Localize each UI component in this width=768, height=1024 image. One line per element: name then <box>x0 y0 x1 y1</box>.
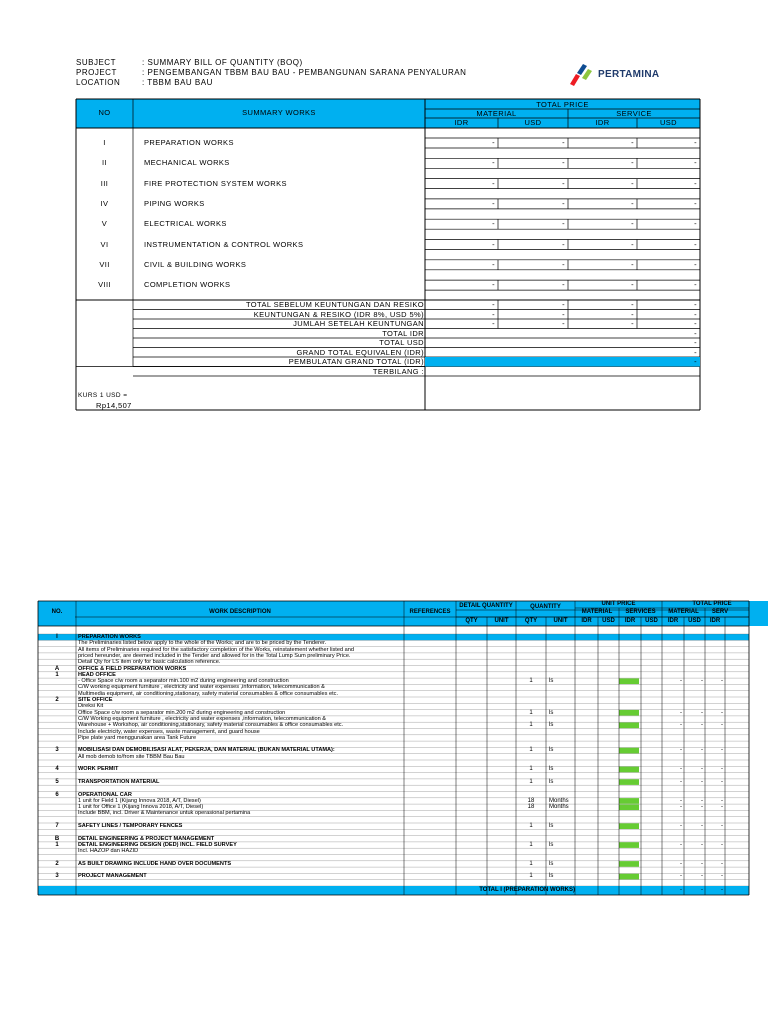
row-no: B <box>54 835 60 842</box>
row-total-value: - <box>680 873 682 880</box>
row-desc: All mob demob to/from site TBBM Bau Bau <box>78 753 185 760</box>
unit-h2: UNIT <box>553 618 568 624</box>
tp-material-header: MATERIAL <box>668 609 699 615</box>
row-desc: OFFICE & FIELD PREPARATION WORKS <box>78 665 187 672</box>
material-header: MATERIAL <box>476 109 517 118</box>
usd-header-2: USD <box>659 118 678 127</box>
green-cell <box>619 678 639 684</box>
col-no-header: NO <box>98 108 111 117</box>
row-total-value: - <box>701 797 703 804</box>
total-value: - <box>694 309 697 319</box>
total-value: - <box>694 357 697 366</box>
row-work-name: INSTRUMENTATION & CONTROL WORKS <box>144 239 304 249</box>
kurs-label: KURS 1 USD = <box>78 392 128 399</box>
green-cell <box>619 767 639 773</box>
total-value: - <box>694 319 697 328</box>
row-total-value: - <box>701 873 703 880</box>
row-total-value: - <box>721 860 723 867</box>
row-desc: Include BBM, incl. Driver & Maintenance untuk operasional pertamina <box>78 810 251 817</box>
row-desc: Warehouse + Workshop, air conditioning,stationary, safety material consumables & office consumables etc. <box>78 722 344 729</box>
row-total-value: - <box>721 804 723 811</box>
row-desc: Include electricity, water expenses, waste management, and guard house <box>78 728 260 735</box>
row-desc: WORK PERMIT <box>78 766 119 773</box>
col-works-header: SUMMARY WORKS <box>242 108 316 117</box>
total-row-value: - <box>721 887 723 893</box>
row-desc: PREPARATION WORKS <box>78 634 141 640</box>
row-total-value: - <box>701 722 703 729</box>
green-cell <box>619 723 639 729</box>
tp-services-header: SERV <box>711 609 729 615</box>
row-qty: 1 <box>529 722 533 729</box>
total-price-header: TOTAL PRICE <box>692 601 732 607</box>
up-services-header: SERVICES <box>625 609 656 615</box>
row-no: 3 <box>55 747 59 754</box>
row-total-value: - <box>721 766 723 773</box>
service-header: SERVICE <box>616 109 652 118</box>
row-total-value: - <box>701 841 703 848</box>
row-total-value: - <box>680 778 682 785</box>
row-total-value: - <box>721 841 723 848</box>
row-unit: ls <box>549 709 554 716</box>
value-cell: - <box>562 178 565 188</box>
value-cell: - <box>631 259 634 269</box>
total-label: GRAND TOTAL EQUIVALEN (IDR) <box>296 347 424 357</box>
row-total-value: - <box>721 709 723 716</box>
row-total-value: - <box>721 678 723 685</box>
value-cell: - <box>694 158 697 168</box>
row-no: 5 <box>55 778 59 785</box>
value-cell: - <box>492 239 495 249</box>
row-desc: 1 unit for Field 1 (Kijang Innova 2018, A/T, Diesel) <box>78 797 201 804</box>
value-cell: - <box>694 178 697 188</box>
row-no: A <box>54 665 60 672</box>
idr-header-2: IDR <box>595 118 610 127</box>
row-total-value: - <box>721 797 723 804</box>
row-qty: 18 <box>527 804 535 811</box>
quantity-header: QUANTITY <box>530 604 561 610</box>
row-desc: - Office Space c/w room a separator min.100 m2 during engineering and construction <box>78 678 289 685</box>
total-value: - <box>694 300 697 309</box>
row-no: 7 <box>55 823 59 829</box>
total-value: - <box>562 309 565 319</box>
row-desc: TRANSPORTATION MATERIAL <box>78 778 160 785</box>
row-number: V <box>101 219 108 229</box>
row-number: VII <box>99 259 110 269</box>
row-number: III <box>100 178 109 188</box>
row-desc: 1 unit for Office 1 (Kijang Innova 2018, A/T, Diesel) <box>78 804 204 811</box>
usd-header-1: USD <box>524 118 542 127</box>
value-cell: - <box>631 219 634 229</box>
green-cell <box>619 710 639 716</box>
total-value: - <box>492 319 495 328</box>
row-total-value: - <box>680 860 682 867</box>
row-number: I <box>103 138 106 147</box>
row-total-value: - <box>701 709 703 716</box>
row-total-value: - <box>680 804 682 811</box>
value-cell: - <box>492 158 495 168</box>
row-total-value: - <box>701 678 703 685</box>
subject-key: SUBJECT <box>76 58 116 67</box>
value-cell: - <box>562 198 565 208</box>
logo-text: PERTAMINA <box>598 69 660 80</box>
total-value: - <box>694 347 697 357</box>
row-desc: PROJECT MANAGEMENT <box>78 873 147 880</box>
row-total-value: - <box>680 747 682 754</box>
value-cell: - <box>631 239 634 249</box>
row-work-name: COMPLETION WORKS <box>144 280 231 290</box>
price-subheader: USD <box>645 618 658 624</box>
total-value: - <box>631 300 634 309</box>
row-unit: ls <box>549 747 554 754</box>
total-label: TERBILANG : <box>372 366 424 376</box>
value-cell: - <box>562 280 565 290</box>
value-cell: - <box>694 259 697 269</box>
row-total-value: - <box>721 873 723 880</box>
col-desc-header: WORK DESCRIPTION <box>209 609 271 615</box>
row-total-value: - <box>721 747 723 754</box>
row-qty: 1 <box>529 766 533 773</box>
row-desc: SITE OFFICE <box>78 697 113 703</box>
row-number: II <box>102 158 107 168</box>
value-cell: - <box>694 138 697 147</box>
row-unit: ls <box>549 860 554 867</box>
unit-h1: UNIT <box>494 618 509 624</box>
row-unit: ls <box>549 873 554 880</box>
row-total-value: - <box>701 823 703 829</box>
value-cell: - <box>631 158 634 168</box>
row-desc: C/W Working equipment furniture , electricity and water expenses ,information, telecommunication & <box>78 715 326 722</box>
row-total-value: - <box>680 678 682 685</box>
row-number: VIII <box>98 280 111 290</box>
row-desc: DETAIL ENGINEERING DESIGN (DED) INCL. FIELD SURVEY <box>78 841 237 848</box>
row-total-value: - <box>721 722 723 729</box>
up-material-header: MATERIAL <box>581 609 613 615</box>
value-cell: - <box>694 239 697 249</box>
price-subheader: IDR <box>624 618 636 624</box>
qty-h1: QTY <box>465 618 478 624</box>
total-value: - <box>492 309 495 319</box>
green-cell <box>619 874 639 880</box>
value-cell: - <box>694 280 697 290</box>
row-total-value: - <box>701 860 703 867</box>
col-ref-header: REFERENCES <box>409 609 451 615</box>
total-label: JUMLAH SETELAH KEUNTUNGAN <box>293 319 424 328</box>
row-total-value: - <box>701 778 703 785</box>
row-unit: ls <box>549 722 554 729</box>
row-desc: priced hereunder, are deemed included in the Tender and allowed for in the Total Lump Sum preliminary Price. <box>78 652 351 659</box>
total-value: - <box>631 309 634 319</box>
row-no: 1 <box>55 841 59 848</box>
row-total-value: - <box>680 797 682 804</box>
row-no: I <box>56 634 58 640</box>
row-unit: ls <box>549 841 554 848</box>
total-price-header: TOTAL PRICE <box>536 100 589 109</box>
row-desc: C/W working equipment furniture , electricity and water expenses ,information, telecommunication & <box>78 684 325 691</box>
row-qty: 1 <box>529 709 533 716</box>
row-qty: 1 <box>529 747 533 754</box>
row-qty: 1 <box>529 678 533 685</box>
row-work-name: PREPARATION WORKS <box>144 138 234 147</box>
row-total-value: - <box>721 778 723 785</box>
total-label: TOTAL IDR <box>382 328 424 338</box>
unit-price-header: UNIT PRICE <box>601 601 636 607</box>
row-qty: 1 <box>529 778 533 785</box>
value-cell: - <box>631 280 634 290</box>
row-unit: ls <box>549 678 554 685</box>
total-row-value: - <box>701 887 703 893</box>
green-cell <box>619 842 639 848</box>
value-cell: - <box>631 198 634 208</box>
row-desc: Detail Qty for LS item only for basic calculation reference. <box>78 659 221 666</box>
price-subheader: USD <box>602 618 615 624</box>
price-subheader: IDR <box>709 618 721 624</box>
value-cell: - <box>492 178 495 188</box>
detail-qty-header: DETAIL QUANTITY <box>459 603 513 609</box>
green-cell <box>619 823 639 829</box>
row-qty: 1 <box>529 823 533 829</box>
value-cell: - <box>492 198 495 208</box>
total-label: KEUNTUNGAN & RESIKO (IDR 8%, USD 5%) <box>253 309 424 319</box>
value-cell: - <box>631 178 634 188</box>
row-unit: ls <box>549 766 554 773</box>
row-total-value: - <box>680 709 682 716</box>
row-qty: 1 <box>529 860 533 867</box>
green-cell <box>619 861 639 867</box>
row-qty: 1 <box>529 873 533 880</box>
row-desc: OPERATIONAL CAR <box>78 791 132 798</box>
row-total-value: - <box>680 766 682 773</box>
row-total-value: - <box>680 722 682 729</box>
row-no: 6 <box>55 791 59 798</box>
row-work-name: PIPING WORKS <box>144 198 205 208</box>
row-total-value: - <box>701 804 703 811</box>
green-cell <box>619 798 639 804</box>
row-work-name: MECHANICAL WORKS <box>144 158 230 168</box>
total-label: TOTAL USD <box>379 338 424 347</box>
row-work-name: CIVIL & BUILDING WORKS <box>144 259 247 269</box>
total-value: - <box>694 328 697 338</box>
row-total-value: - <box>680 841 682 848</box>
total-value: - <box>492 300 495 309</box>
location-key: LOCATION <box>76 78 121 87</box>
row-total-value: - <box>701 747 703 754</box>
row-desc: Pipe plate yard menggunakan area Tank Future <box>78 734 197 741</box>
value-cell: - <box>562 219 565 229</box>
row-unit: ls <box>549 778 554 785</box>
total-label: PEMBULATAN GRAND TOTAL (IDR) <box>288 357 424 366</box>
row-number: IV <box>100 198 109 208</box>
value-cell: - <box>562 158 565 168</box>
location-value: : TBBM BAU BAU <box>142 78 213 87</box>
row-unit: Months <box>549 797 569 804</box>
value-cell: - <box>562 138 565 147</box>
green-cell <box>619 748 639 754</box>
row-total-value: - <box>721 823 723 829</box>
total-value: - <box>562 300 565 309</box>
row-desc: DETAIL ENGINEERING & PROJECT MANAGEMENT <box>78 835 215 842</box>
row-no: 4 <box>55 766 59 773</box>
row-total-value: - <box>701 766 703 773</box>
total-value: - <box>694 338 697 347</box>
row-qty: 18 <box>527 797 535 804</box>
row-total-value: - <box>680 823 682 829</box>
row-desc: Office Space c/w room a separator min.200 m2 during engineering and construction <box>78 709 286 716</box>
row-desc: Multimedia equipment, air conditioning,stationary, safety material consumables & office consumables etc. <box>78 690 339 697</box>
row-qty: 1 <box>529 841 533 848</box>
price-subheader: IDR <box>581 618 592 624</box>
project-key: PROJECT <box>76 68 117 77</box>
value-cell: - <box>492 219 495 229</box>
row-no: 2 <box>55 697 59 703</box>
row-desc: The Preliminaries listed below apply to the whole of the Works; and are to be priced by the Tenderer. <box>78 640 327 647</box>
project-value: : PENGEMBANGAN TBBM BAU BAU - PEMBANGUNAN SARANA PENYALURAN <box>142 68 467 77</box>
total-label: TOTAL SEBELUM KEUNTUNGAN DAN RESIKO <box>245 300 424 309</box>
row-unit: Months <box>549 804 569 811</box>
row-desc: All items of Preliminaries required for the satisfactory completion of the Works, reinstatement whether listed and <box>78 646 354 653</box>
row-desc: MOBILISASI DAN DEMOBILISASI ALAT, PEKERJA, DAN MATERIAL (BUKAN MATERIAL UTAMA): <box>78 747 335 754</box>
row-desc: Direksi Kit <box>78 703 104 710</box>
row-desc: AS BUILT DRAWING INCLUDE HAND OVER DOCUMENTS <box>78 860 232 867</box>
price-subheader: USD <box>688 618 701 624</box>
value-cell: - <box>694 198 697 208</box>
row-unit: ls <box>549 823 554 829</box>
value-cell: - <box>631 138 634 147</box>
row-number: VI <box>100 239 109 249</box>
row-no: 3 <box>55 873 59 880</box>
green-cell <box>619 804 639 810</box>
total-value: - <box>631 319 634 328</box>
value-cell: - <box>492 259 495 269</box>
idr-header-1: IDR <box>454 118 469 127</box>
green-cell <box>619 779 639 785</box>
col-no-header: NO. <box>51 609 63 615</box>
total-value: - <box>562 319 565 328</box>
total-row-label: TOTAL I (PREPARATION WORKS) <box>479 887 575 893</box>
value-cell: - <box>492 138 495 147</box>
value-cell: - <box>562 259 565 269</box>
row-desc: SAFETY LINES / TEMPORARY FENCES <box>78 823 183 829</box>
total-row-fill <box>38 886 749 895</box>
subject-value: : SUMMARY BILL OF QUANTITY (BOQ) <box>142 58 303 67</box>
row-no: 1 <box>55 671 59 678</box>
value-cell: - <box>694 219 697 229</box>
kurs-value: Rp14,507 <box>96 401 132 410</box>
value-cell: - <box>492 280 495 290</box>
value-cell: - <box>562 239 565 249</box>
row-desc: Incl. HAZOP dan HAZID <box>78 848 139 855</box>
row-work-name: FIRE PROTECTION SYSTEM WORKS <box>144 178 287 188</box>
price-subheader: IDR <box>667 618 679 624</box>
qty-h2: QTY <box>524 618 538 624</box>
row-no: 2 <box>55 860 59 867</box>
row-desc: HEAD OFFICE <box>78 671 116 678</box>
row-work-name: ELECTRICAL WORKS <box>144 219 227 229</box>
total-row-value: - <box>680 887 682 893</box>
